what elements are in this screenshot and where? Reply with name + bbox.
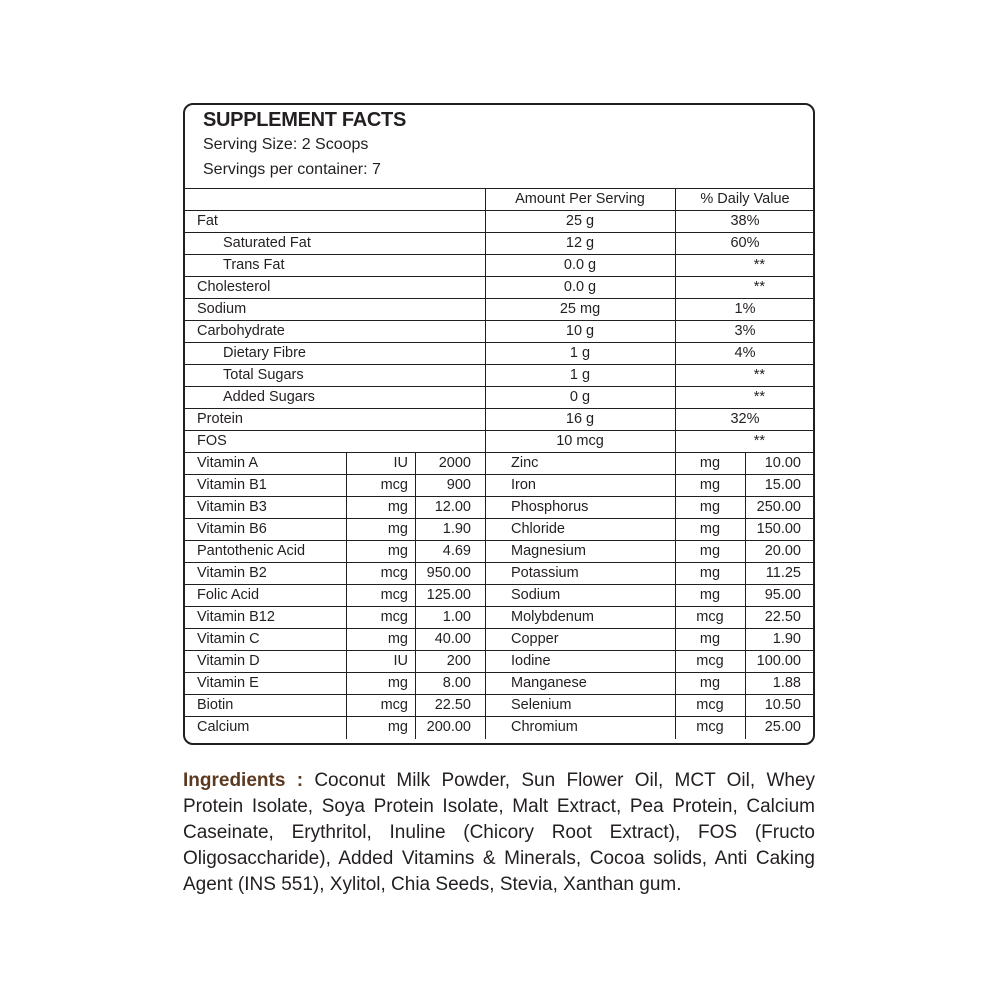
micronutrient-name: Molybdenum bbox=[511, 609, 595, 625]
micronutrient-unit: mg bbox=[699, 499, 721, 515]
macro-row bbox=[185, 211, 813, 233]
micronutrient-value: 25.00 bbox=[764, 719, 801, 735]
micronutrient-unit: mg bbox=[699, 675, 721, 691]
nutrient-daily-value: 1% bbox=[734, 301, 756, 317]
micronutrient-unit: mcg bbox=[380, 697, 408, 713]
nutrient-name: Protein bbox=[197, 411, 243, 427]
micronutrient-unit: mg bbox=[387, 543, 408, 559]
panel-title: SUPPLEMENT FACTS bbox=[203, 109, 406, 131]
micronutrient-value: 150.00 bbox=[756, 521, 801, 537]
micronutrient-row bbox=[185, 563, 813, 585]
micronutrient-row bbox=[185, 541, 813, 563]
micronutrient-unit: IU bbox=[393, 455, 408, 471]
divider bbox=[485, 651, 486, 673]
divider bbox=[485, 497, 486, 519]
micronutrient-name: Copper bbox=[511, 631, 559, 647]
micronutrient-name: Iodine bbox=[511, 653, 551, 669]
micronutrient-row bbox=[185, 453, 813, 475]
micronutrient-name: Manganese bbox=[511, 675, 587, 691]
nutrient-amount: 0.0 g bbox=[563, 257, 597, 273]
micronutrient-name: Vitamin E bbox=[197, 675, 259, 691]
micronutrient-value: 100.00 bbox=[756, 653, 801, 669]
micronutrient-row bbox=[185, 717, 813, 739]
nutrient-name: Trans Fat bbox=[223, 257, 285, 273]
micronutrient-name: Vitamin B6 bbox=[197, 521, 267, 537]
micronutrient-unit: mg bbox=[699, 455, 721, 471]
nutrient-daily-value: ** bbox=[753, 279, 765, 295]
micronutrient-name: Vitamin B2 bbox=[197, 565, 267, 581]
micronutrient-unit: mg bbox=[387, 675, 408, 691]
ingredients-text: Coconut Milk Powder, Sun Flower Oil, MCT Oil, Whey Protein Isolate, Soya Protein Isolate, Malt Extract, Pea Protein, Calcium Caseinate, Erythritol, Inuline (Chicory Root Extract), FOS (Fructo Oligosaccharide), Added Vitamins & Minerals, Cocoa solids, Anti Caking Agent (INS 551), Xylitol, Chia Seeds, Stevia, Xanthan gum. bbox=[183, 770, 816, 895]
nutrient-amount: 12 g bbox=[565, 235, 595, 251]
micronutrient-value: 200.00 bbox=[426, 719, 471, 735]
micronutrient-unit: mcg bbox=[380, 565, 408, 581]
micronutrient-unit: mg bbox=[699, 477, 721, 493]
micronutrient-value: 1.90 bbox=[442, 521, 471, 537]
nutrient-name: Carbohydrate bbox=[197, 323, 285, 339]
micronutrient-name: Calcium bbox=[197, 719, 250, 735]
micronutrient-name: Chromium bbox=[511, 719, 578, 735]
micronutrient-unit: mg bbox=[699, 587, 721, 603]
divider bbox=[485, 453, 486, 475]
micronutrient-unit: mg bbox=[699, 565, 721, 581]
divider bbox=[485, 475, 486, 497]
micronutrient-name: Zinc bbox=[511, 455, 539, 471]
nutrient-daily-value: ** bbox=[753, 367, 765, 383]
macro-row bbox=[185, 233, 813, 255]
ingredients-label: Ingredients : bbox=[183, 770, 304, 791]
micronutrient-name: Selenium bbox=[511, 697, 572, 713]
micronutrient-row bbox=[185, 695, 813, 717]
nutrient-amount: 1 g bbox=[569, 367, 591, 383]
micronutrient-row bbox=[185, 607, 813, 629]
nutrient-amount: 1 g bbox=[569, 345, 591, 361]
micronutrient-unit: mcg bbox=[380, 587, 408, 603]
nutrient-name: Cholesterol bbox=[197, 279, 271, 295]
micronutrient-name: Pantothenic Acid bbox=[197, 543, 306, 559]
micronutrient-value: 15.00 bbox=[764, 477, 801, 493]
nutrient-amount: 0.0 g bbox=[563, 279, 597, 295]
micronutrient-unit: mcg bbox=[380, 477, 408, 493]
nutrient-daily-value: 32% bbox=[730, 411, 760, 427]
nutrient-name: Saturated Fat bbox=[223, 235, 311, 251]
servings-per-container: Servings per container: 7 bbox=[203, 161, 381, 178]
supplement-facts-panel bbox=[183, 103, 815, 745]
amount-header: Amount Per Serving bbox=[515, 191, 645, 207]
micronutrient-value: 200 bbox=[446, 653, 471, 669]
macro-row bbox=[185, 431, 813, 453]
nutrient-daily-value: ** bbox=[753, 389, 765, 405]
micronutrient-unit: mcg bbox=[696, 719, 724, 735]
micronutrient-value: 8.00 bbox=[442, 675, 471, 691]
divider bbox=[485, 585, 486, 607]
micronutrient-value: 1.00 bbox=[442, 609, 471, 625]
nutrient-name: Added Sugars bbox=[223, 389, 315, 405]
micronutrient-row bbox=[185, 673, 813, 695]
micronutrient-unit: mcg bbox=[696, 653, 724, 669]
serving-size: Serving Size: 2 Scoops bbox=[203, 136, 369, 153]
micronutrient-value: 20.00 bbox=[764, 543, 801, 559]
macro-row bbox=[185, 299, 813, 321]
micronutrient-unit: mcg bbox=[380, 609, 408, 625]
micronutrient-row bbox=[185, 497, 813, 519]
daily-value-header: % Daily Value bbox=[700, 191, 790, 207]
micronutrient-value: 10.50 bbox=[764, 697, 801, 713]
divider bbox=[485, 519, 486, 541]
nutrient-amount: 0 g bbox=[569, 389, 591, 405]
nutrient-daily-value: ** bbox=[753, 257, 765, 273]
nutrient-amount: 10 g bbox=[565, 323, 595, 339]
micronutrient-value: 95.00 bbox=[764, 587, 801, 603]
micronutrient-name: Folic Acid bbox=[197, 587, 260, 603]
panel-header bbox=[185, 105, 813, 189]
micronutrient-value: 22.50 bbox=[434, 697, 471, 713]
micronutrient-value: 11.25 bbox=[765, 565, 801, 581]
micronutrient-value: 250.00 bbox=[756, 499, 801, 515]
micronutrient-name: Phosphorus bbox=[511, 499, 589, 515]
micronutrient-name: Chloride bbox=[511, 521, 565, 537]
micronutrient-row bbox=[185, 585, 813, 607]
nutrient-name: Total Sugars bbox=[223, 367, 304, 383]
nutrient-daily-value: 38% bbox=[730, 213, 760, 229]
column-header-row bbox=[185, 189, 813, 211]
macro-row bbox=[185, 343, 813, 365]
micronutrient-unit: mg bbox=[699, 631, 721, 647]
micronutrient-unit: mg bbox=[387, 521, 408, 537]
macro-row bbox=[185, 255, 813, 277]
micronutrient-value: 2000 bbox=[438, 455, 471, 471]
micronutrient-unit: mg bbox=[387, 719, 408, 735]
divider bbox=[485, 717, 486, 739]
ingredients-block bbox=[183, 768, 815, 898]
nutrient-name: Dietary Fibre bbox=[223, 345, 306, 361]
nutrient-name: Sodium bbox=[197, 301, 247, 317]
nutrient-amount: 25 mg bbox=[559, 301, 601, 317]
macro-row bbox=[185, 365, 813, 387]
nutrient-daily-value: 60% bbox=[730, 235, 760, 251]
micronutrient-name: Potassium bbox=[511, 565, 579, 581]
divider bbox=[485, 673, 486, 695]
macro-row bbox=[185, 321, 813, 343]
divider bbox=[485, 695, 486, 717]
micronutrient-row bbox=[185, 651, 813, 673]
micronutrient-name: Magnesium bbox=[511, 543, 586, 559]
micronutrient-name: Vitamin B3 bbox=[197, 499, 267, 515]
micronutrient-unit: mcg bbox=[696, 609, 724, 625]
micronutrient-unit: mg bbox=[387, 631, 408, 647]
nutrient-daily-value: 3% bbox=[734, 323, 756, 339]
micronutrient-name: Vitamin D bbox=[197, 653, 260, 669]
micronutrient-value: 1.90 bbox=[772, 631, 801, 647]
micronutrient-value: 900 bbox=[446, 477, 471, 493]
micronutrient-row bbox=[185, 519, 813, 541]
micronutrient-value: 950.00 bbox=[426, 565, 471, 581]
micronutrient-value: 4.69 bbox=[442, 543, 471, 559]
nutrient-name: FOS bbox=[197, 433, 227, 449]
micronutrient-name: Vitamin B1 bbox=[197, 477, 267, 493]
macro-row bbox=[185, 409, 813, 431]
macro-row bbox=[185, 277, 813, 299]
divider bbox=[485, 629, 486, 651]
micronutrient-name: Biotin bbox=[197, 697, 234, 713]
nutrient-amount: 25 g bbox=[565, 213, 595, 229]
micronutrient-name: Vitamin C bbox=[197, 631, 260, 647]
micronutrient-name: Sodium bbox=[511, 587, 561, 603]
nutrient-name: Fat bbox=[197, 213, 218, 229]
nutrient-amount: 16 g bbox=[565, 411, 595, 427]
nutrient-daily-value: ** bbox=[753, 433, 765, 449]
divider bbox=[485, 563, 486, 585]
micronutrient-value: 22.50 bbox=[764, 609, 801, 625]
micronutrient-name: Vitamin B12 bbox=[197, 609, 275, 625]
micronutrient-value: 125.00 bbox=[426, 587, 471, 603]
micronutrient-unit: mg bbox=[699, 543, 721, 559]
nutrient-amount: 10 mcg bbox=[556, 433, 604, 449]
micronutrient-unit: IU bbox=[393, 653, 408, 669]
nutrient-daily-value: 4% bbox=[734, 345, 756, 361]
micronutrient-unit: mcg bbox=[696, 697, 724, 713]
micronutrient-row bbox=[185, 475, 813, 497]
macro-row bbox=[185, 387, 813, 409]
micronutrient-value: 10.00 bbox=[764, 455, 801, 471]
divider bbox=[485, 607, 486, 629]
micronutrient-value: 1.88 bbox=[772, 675, 801, 691]
micronutrient-unit: mg bbox=[699, 521, 721, 537]
micronutrient-unit: mg bbox=[387, 499, 408, 515]
micronutrient-name: Iron bbox=[511, 477, 536, 493]
micronutrient-value: 40.00 bbox=[434, 631, 471, 647]
micronutrient-row bbox=[185, 629, 813, 651]
divider bbox=[485, 541, 486, 563]
micronutrient-name: Vitamin A bbox=[197, 455, 258, 471]
micronutrient-value: 12.00 bbox=[434, 499, 471, 515]
